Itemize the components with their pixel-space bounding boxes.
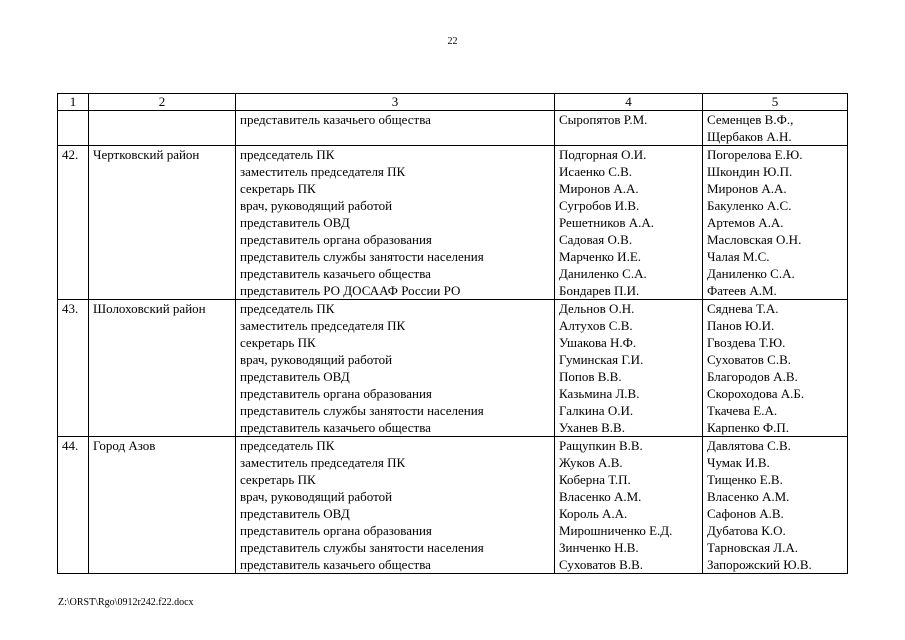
member-name: Ращупкин В.В. <box>559 438 643 453</box>
role-line: председатель ПК <box>240 147 335 162</box>
column-header-role: 3 <box>236 94 555 111</box>
column-header-member: 4 <box>555 94 703 111</box>
reserve-name: Щербаков А.Н. <box>707 129 792 144</box>
role-line: представитель службы занятости населения <box>240 249 484 264</box>
member-name: Уханев В.В. <box>559 420 625 435</box>
role-line: заместитель председателя ПК <box>240 164 406 179</box>
district-name: Город Азов <box>89 437 236 574</box>
district-name <box>89 111 236 146</box>
reserve-name: Чумак И.В. <box>707 455 770 470</box>
member-name: Власенко А.М. <box>559 489 642 504</box>
reserve-name: Шкондин Ю.П. <box>707 164 793 179</box>
reserve-name: Суховатов С.В. <box>707 352 791 367</box>
member-name: Казьмина Л.В. <box>559 386 640 401</box>
reserve-name: Гвоздева Т.Ю. <box>707 335 786 350</box>
table-row <box>58 111 848 146</box>
table-row <box>58 146 848 300</box>
member-name: Миронов А.А. <box>559 181 639 196</box>
member-name: Зинченко Н.В. <box>559 540 639 555</box>
reserve-name: Фатеев А.М. <box>707 283 777 298</box>
role-cell <box>236 146 555 300</box>
member-name: Исаенко С.В. <box>559 164 633 179</box>
reserve-name: Благородов А.В. <box>707 369 798 384</box>
reserve-name: Давлятова С.В. <box>707 438 791 453</box>
reserve-name: Сафонов А.В. <box>707 506 784 521</box>
member-cell <box>555 111 703 146</box>
member-name: Сугробов И.В. <box>559 198 640 213</box>
role-line: врач, руководящий работой <box>240 198 393 213</box>
member-name: Коберна Т.П. <box>559 472 631 487</box>
member-name: Дельнов О.Н. <box>559 301 635 316</box>
reserve-cell <box>703 111 848 146</box>
role-cell <box>236 437 555 574</box>
footer-file-path: Z:\ORST\Rgo\0912r242.f22.docx <box>58 597 194 608</box>
table-body <box>58 111 848 574</box>
district-name: Шолоховский район <box>89 300 236 437</box>
reserve-name: Чалая М.С. <box>707 249 770 264</box>
role-line: представитель РО ДОСААФ России РО <box>240 283 461 298</box>
commission-table <box>57 93 848 574</box>
role-line: представитель службы занятости населения <box>240 403 484 418</box>
role-line: представитель службы занятости населения <box>240 540 484 555</box>
role-line: секретарь ПК <box>240 472 316 487</box>
row-number: 44. <box>58 437 89 574</box>
role-line: представитель органа образования <box>240 386 432 401</box>
member-cell <box>555 146 703 300</box>
member-name: Жуков А.В. <box>559 455 623 470</box>
reserve-name: Погорелова Е.Ю. <box>707 147 803 162</box>
member-name: Марченко И.Е. <box>559 249 642 264</box>
role-line: представитель казачьего общества <box>240 557 431 572</box>
role-line: представитель казачьего общества <box>240 266 431 281</box>
member-name: Суховатов В.В. <box>559 557 643 572</box>
reserve-name: Карпенко Ф.П. <box>707 420 790 435</box>
member-name: Садовая О.В. <box>559 232 633 247</box>
role-line: врач, руководящий работой <box>240 352 393 367</box>
member-name: Попов В.В. <box>559 369 622 384</box>
role-line: представитель органа образования <box>240 232 432 247</box>
member-name: Алтухов С.В. <box>559 318 633 333</box>
role-line: заместитель председателя ПК <box>240 318 406 333</box>
member-name: Гуминская Г.И. <box>559 352 644 367</box>
reserve-name: Власенко А.М. <box>707 489 790 504</box>
reserve-name: Артемов А.А. <box>707 215 784 230</box>
table-header-row <box>58 94 848 111</box>
member-name: Бондарев П.И. <box>559 283 640 298</box>
reserve-cell <box>703 300 848 437</box>
role-line: заместитель председателя ПК <box>240 455 406 470</box>
member-cell <box>555 437 703 574</box>
role-cell <box>236 111 555 146</box>
reserve-name: Даниленко С.А. <box>707 266 795 281</box>
reserve-name: Бакуленко А.С. <box>707 198 792 213</box>
reserve-name: Масловская О.Н. <box>707 232 802 247</box>
reserve-name: Миронов А.А. <box>707 181 787 196</box>
member-name: Мирошниченко Е.Д. <box>559 523 673 538</box>
member-name: Сыропятов Р.М. <box>559 112 648 127</box>
reserve-cell <box>703 437 848 574</box>
member-name: Галкина О.И. <box>559 403 634 418</box>
role-line: председатель ПК <box>240 301 335 316</box>
column-header-district: 2 <box>89 94 236 111</box>
role-line: представитель казачьего общества <box>240 420 431 435</box>
reserve-name: Семенцев В.Ф., <box>707 112 794 127</box>
reserve-name: Запорожский Ю.В. <box>707 557 812 572</box>
role-line: представитель ОВД <box>240 215 350 230</box>
reserve-name: Панов Ю.И. <box>707 318 775 333</box>
reserve-name: Сяднева Т.А. <box>707 301 779 316</box>
role-line: врач, руководящий работой <box>240 489 393 504</box>
page-number: 22 <box>447 36 458 47</box>
table-row <box>58 437 848 574</box>
role-line: представитель органа образования <box>240 523 432 538</box>
reserve-name: Скороходова А.Б. <box>707 386 805 401</box>
member-name: Король А.А. <box>559 506 628 521</box>
role-line: секретарь ПК <box>240 335 316 350</box>
role-line: представитель казачьего общества <box>240 112 431 127</box>
role-line: представитель ОВД <box>240 506 350 521</box>
member-cell <box>555 300 703 437</box>
table-row <box>58 300 848 437</box>
role-cell <box>236 300 555 437</box>
reserve-name: Тищенко Е.В. <box>707 472 783 487</box>
reserve-name: Ткачева Е.А. <box>707 403 778 418</box>
row-number <box>58 111 89 146</box>
column-header-number: 1 <box>58 94 89 111</box>
member-name: Ушакова Н.Ф. <box>559 335 637 350</box>
reserve-name: Дубатова К.О. <box>707 523 786 538</box>
member-name: Подгорная О.И. <box>559 147 647 162</box>
row-number: 42. <box>58 146 89 300</box>
role-line: представитель ОВД <box>240 369 350 384</box>
role-line: секретарь ПК <box>240 181 316 196</box>
row-number: 43. <box>58 300 89 437</box>
district-name: Чертковский район <box>89 146 236 300</box>
reserve-cell <box>703 146 848 300</box>
column-header-reserve: 5 <box>703 94 848 111</box>
member-name: Даниленко С.А. <box>559 266 647 281</box>
role-line: председатель ПК <box>240 438 335 453</box>
reserve-name: Тарновская Л.А. <box>707 540 798 555</box>
member-name: Решетников А.А. <box>559 215 655 230</box>
